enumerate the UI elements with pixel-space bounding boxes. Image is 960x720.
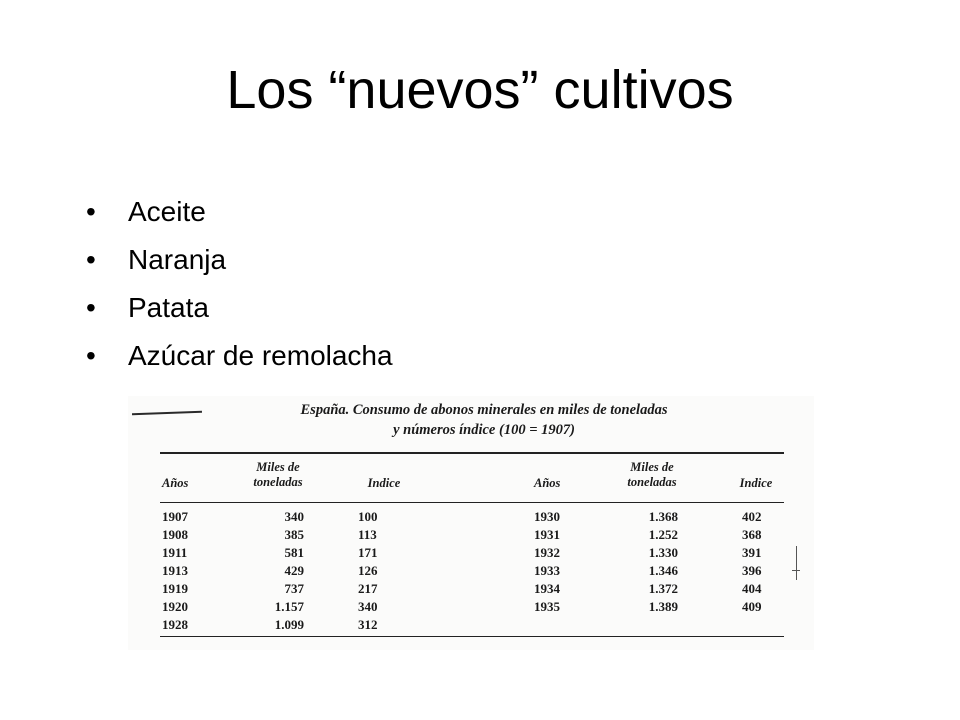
table-cell-year: 1908 <box>162 527 188 542</box>
table-cell-index: 100 <box>358 509 378 524</box>
table-cell-year: 1932 <box>534 545 560 560</box>
bullet-dot: • <box>86 340 96 371</box>
table-cell-value: 340 <box>284 509 304 524</box>
table-cell-index: 391 <box>742 545 762 560</box>
table-cell-value: 1.368 <box>648 509 678 524</box>
table-header-rule <box>160 502 784 503</box>
table-cell-index: 217 <box>358 581 378 596</box>
header-line: toneladas <box>627 475 677 489</box>
bullet-text: Patata <box>128 292 209 323</box>
table-cell-year: 1933 <box>534 563 560 578</box>
bullet-dot: • <box>86 244 96 275</box>
table-cell-index: 312 <box>358 617 378 632</box>
table-cell-year: 1911 <box>162 545 188 560</box>
table-cell-value: 385 <box>284 527 304 542</box>
table-cell-value: 1.157 <box>274 599 304 614</box>
table-cell-index: 340 <box>358 599 378 614</box>
table-cell-index: 404 <box>742 581 762 596</box>
table-top-rule <box>160 452 784 454</box>
table-cell-value: 737 <box>284 581 304 596</box>
scan-artifact <box>796 546 797 580</box>
header-index: Indice <box>739 476 773 490</box>
bullet-list <box>86 188 393 380</box>
caption-line: y números índice (100 = 1907) <box>393 422 575 438</box>
header-thousands <box>612 460 692 490</box>
header-index: Indice <box>367 476 401 490</box>
table-cell-year: 1920 <box>162 599 188 614</box>
table-cell-year: 1934 <box>534 581 560 596</box>
table-cell-value: 581 <box>284 545 304 560</box>
table-cell-year: 1931 <box>534 527 560 542</box>
bullet-item <box>86 332 393 380</box>
table-cell-index: 126 <box>358 563 378 578</box>
bullet-dot: • <box>86 292 96 323</box>
table-caption <box>224 400 744 440</box>
table-cell-year: 1930 <box>534 509 560 524</box>
table-cell-year: 1919 <box>162 581 188 596</box>
header-line: Miles de <box>256 460 300 474</box>
table-cell-index: 409 <box>742 599 762 614</box>
scanned-table-image <box>128 396 814 650</box>
table-cell-index: 113 <box>358 527 377 542</box>
table-cell-value: 1.346 <box>648 563 678 578</box>
table-cell-index: 396 <box>742 563 762 578</box>
bullet-item <box>86 236 393 284</box>
bullet-item <box>86 188 393 236</box>
caption-line: España. Consumo de abonos minerales en miles de toneladas <box>300 402 668 418</box>
header-years: Años <box>534 476 561 490</box>
table-cell-value: 1.389 <box>648 599 678 614</box>
bullet-item <box>86 284 393 332</box>
header-years: Años <box>162 476 189 490</box>
header-line: toneladas <box>253 475 303 489</box>
scan-artifact <box>132 411 202 415</box>
table-cell-value: 429 <box>284 563 304 578</box>
table-cell-year: 1935 <box>534 599 560 614</box>
header-thousands <box>238 460 318 490</box>
table-cell-value: 1.372 <box>648 581 678 596</box>
table-cell-year: 1913 <box>162 563 188 578</box>
table-cell-index: 368 <box>742 527 762 542</box>
bullet-text: Azúcar de remolacha <box>128 340 393 371</box>
bullet-text: Naranja <box>128 244 227 275</box>
table-cell-year: 1907 <box>162 509 188 524</box>
scan-artifact <box>792 570 800 571</box>
table-bottom-rule <box>160 636 784 637</box>
table-cell-year: 1928 <box>162 617 188 632</box>
table-cell-value: 1.252 <box>648 527 678 542</box>
bullet-text: Aceite <box>128 196 206 227</box>
table-cell-index: 402 <box>742 509 762 524</box>
table-cell-index: 171 <box>358 545 378 560</box>
bullet-dot: • <box>86 196 96 227</box>
slide-title: Los “nuevos” cultivos <box>226 60 734 120</box>
table-cell-value: 1.330 <box>648 545 678 560</box>
header-line: Miles de <box>630 460 674 474</box>
table-cell-value: 1.099 <box>274 617 304 632</box>
